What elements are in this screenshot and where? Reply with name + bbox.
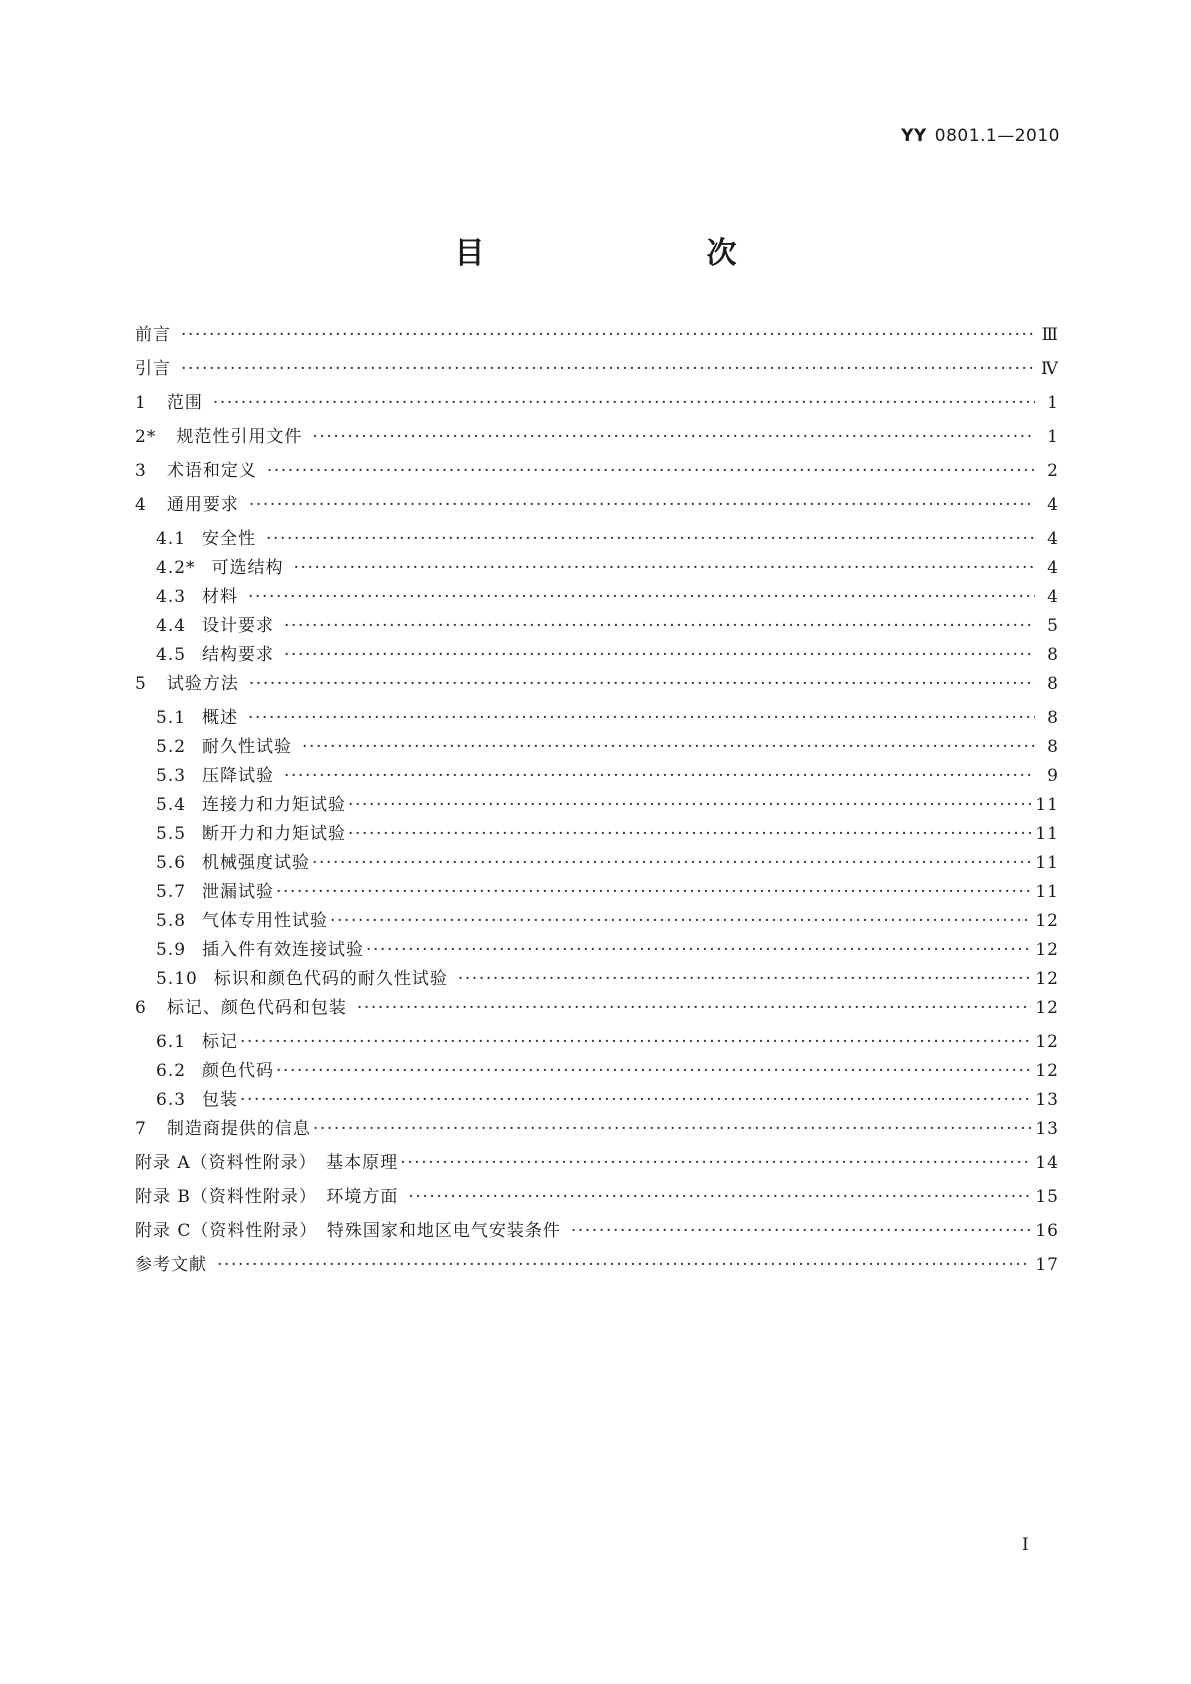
toc-entry-text: 附录 B（资料性附录） 环境方面 [135,1187,399,1207]
toc-entry-label [135,1216,561,1241]
leader-dots [266,529,1035,549]
toc-entry[interactable] [135,524,1059,553]
toc-entry[interactable] [135,388,1059,422]
toc-entry-text: 附录 A（资料性附录） 基本原理 [135,1153,399,1173]
toc-entry-text: 制造商提供的信息 [166,1119,311,1139]
toc-entry[interactable] [135,640,1059,669]
toc-entry-page: 12 [1035,969,1059,989]
toc-entry-text: 连接力和力矩试验 [202,795,347,815]
toc-entry-label [156,819,346,844]
toc-entry-page: 4 [1047,558,1059,578]
toc-entry[interactable] [135,1056,1059,1085]
toc-entry-number: 2* [135,427,157,447]
toc-entry-page: Ⅳ [1041,359,1059,379]
toc-entry-text: 参考文献 [135,1255,207,1275]
toc-entry-number: 4.1 [156,529,187,549]
toc-entry-number: 5.9 [156,940,187,960]
toc-entry-label [156,906,328,931]
toc-entry-label [156,1027,238,1052]
toc-entry[interactable] [135,1216,1059,1250]
toc-entry-text: 标记、颜色代码和包装 [166,998,347,1018]
leader-dots [312,427,1035,447]
toc-entry-label [135,1114,311,1139]
toc-entry-page: 16 [1035,1221,1059,1241]
leader-dots [357,998,1032,1018]
standard-number: 0801.1—2010 [934,126,1060,146]
toc-entry-number: 4 [135,495,147,515]
toc-entry-page: 8 [1047,737,1059,757]
toc-entry-label [156,640,274,665]
toc-entry-text: 颜色代码 [202,1061,275,1081]
toc-entry-label [135,1148,398,1173]
leader-dots [400,1153,1031,1173]
leader-dots [181,325,1035,345]
toc-entry-page: 9 [1047,766,1059,786]
toc-entry-text: 可选结构 [211,558,284,578]
toc-entry-text: 材料 [202,587,239,607]
leader-dots [348,795,1031,815]
leader-dots [313,1119,1032,1139]
toc-entry-page: 5 [1047,616,1059,636]
leader-dots [240,1032,1031,1052]
toc-entry-text: 机械强度试验 [202,853,311,873]
toc-entry-text: 概述 [202,708,239,728]
toc-entry[interactable] [135,354,1059,388]
toc-entry-page: 8 [1047,674,1059,694]
toc-entry-label [135,1182,398,1207]
toc-entry-page: 4 [1047,495,1059,515]
leader-dots [217,1255,1031,1275]
leader-dots [276,1061,1031,1081]
toc-entry-number: 4.2* [156,558,196,578]
toc-entry-label [156,732,292,757]
toc-entry[interactable] [135,320,1059,354]
toc-entry[interactable] [135,1114,1059,1148]
leader-dots [312,853,1031,873]
leader-dots [181,359,1035,379]
leader-dots [267,461,1035,481]
toc-entry-text: 耐久性试验 [202,737,293,757]
toc-entry-page: 11 [1035,882,1059,902]
toc-entry-page: 13 [1035,1119,1059,1139]
toc-entry[interactable] [135,611,1059,640]
page-number: I [1022,1535,1029,1555]
toc-title: 目 次 [454,236,791,271]
toc-entry-page: 8 [1047,645,1059,665]
leader-dots [284,645,1035,665]
toc-entry-text: 附录 C（资料性附录） 特殊国家和地区电气安装条件 [135,1221,561,1241]
leader-dots [240,1090,1031,1110]
toc-entry-label [135,422,302,447]
toc-entry[interactable] [135,582,1059,611]
toc-entry-text: 包装 [202,1090,239,1110]
toc-entry-text: 前言 [135,325,171,345]
leader-dots [284,766,1035,786]
standard-prefix: YY [901,126,927,146]
toc-entry-label [156,582,238,607]
toc-entry[interactable] [135,1085,1059,1114]
toc-entry[interactable] [135,819,1059,848]
toc-entry-label [156,790,346,815]
toc-entry[interactable] [135,964,1059,993]
toc-entry[interactable] [135,935,1059,964]
toc-entry-label [135,993,347,1018]
toc-entry-text: 泄漏试验 [202,882,275,902]
toc-entry-label [156,761,274,786]
leader-dots [330,911,1031,931]
toc-entry-label [135,456,257,481]
toc-entry-label [156,553,284,578]
toc-entry[interactable] [135,490,1059,524]
toc-entry-number: 5.10 [156,969,198,989]
toc-entry-number: 1 [135,393,147,413]
toc-entry-text: 插入件有效连接试验 [202,940,365,960]
toc-entry-text: 压降试验 [202,766,275,786]
toc-entry-page: 12 [1035,911,1059,931]
leader-dots [408,1187,1031,1207]
toc-entry-text: 规范性引用文件 [176,427,303,447]
toc-entry-number: 6.3 [156,1090,187,1110]
table-of-contents [135,320,1059,1284]
toc-entry-page: Ⅲ [1041,325,1059,345]
toc-entry[interactable] [135,906,1059,935]
toc-entry[interactable] [135,848,1059,877]
toc-entry-number: 5.5 [156,824,187,844]
toc-entry-number: 7 [135,1119,147,1139]
leader-dots [458,969,1032,989]
toc-entry-label [156,935,364,960]
toc-entry-label [135,1250,207,1275]
leader-dots [284,616,1035,636]
toc-entry-text: 断开力和力矩试验 [202,824,347,844]
toc-entry-label [135,320,171,345]
toc-entry[interactable] [135,732,1059,761]
toc-entry-label [135,669,239,694]
toc-entry[interactable] [135,1148,1059,1182]
toc-entry[interactable] [135,1182,1059,1216]
toc-entry-page: 11 [1035,795,1059,815]
toc-entry-text: 标识和颜色代码的耐久性试验 [213,969,448,989]
toc-entry-page: 13 [1035,1090,1059,1110]
toc-entry-number: 6.1 [156,1032,187,1052]
leader-dots [302,737,1035,757]
toc-entry-text: 气体专用性试验 [202,911,329,931]
toc-entry-text: 结构要求 [202,645,275,665]
toc-entry-number: 4.5 [156,645,187,665]
toc-entry-number: 6.2 [156,1061,187,1081]
toc-entry-number: 6 [135,998,147,1018]
toc-entry-number: 5 [135,674,147,694]
standard-code [901,126,1060,146]
toc-entry[interactable] [135,877,1059,906]
toc-entry-text: 范围 [166,393,203,413]
toc-entry-label [156,611,274,636]
toc-entry-page: 11 [1035,853,1059,873]
toc-entry-page: 12 [1035,1032,1059,1052]
toc-entry-text: 安全性 [202,529,257,549]
toc-entry-label [156,877,274,902]
toc-entry-page: 4 [1047,587,1059,607]
toc-entry-number: 4.4 [156,616,187,636]
toc-entry[interactable] [135,703,1059,732]
toc-entry[interactable] [135,456,1059,490]
leader-dots [249,674,1035,694]
toc-entry-text: 通用要求 [166,495,239,515]
toc-entry-label [156,848,310,873]
toc-entry-number: 3 [135,461,147,481]
leader-dots [348,824,1031,844]
toc-entry-number: 5.4 [156,795,187,815]
toc-entry-label [156,1056,274,1081]
toc-entry-page: 8 [1047,708,1059,728]
toc-entry[interactable] [135,422,1059,456]
leader-dots [248,708,1035,728]
toc-entry[interactable] [135,1250,1059,1284]
leader-dots [249,495,1035,515]
leader-dots [276,882,1031,902]
toc-entry-label [135,388,203,413]
toc-entry-number: 5.1 [156,708,187,728]
leader-dots [366,940,1031,960]
toc-entry-label [156,524,256,549]
toc-entry-page: 12 [1035,1061,1059,1081]
toc-entry-page: 11 [1035,824,1059,844]
toc-entry-number: 4.3 [156,587,187,607]
toc-entry-label [156,1085,238,1110]
toc-entry-number: 5.2 [156,737,187,757]
toc-entry-number: 5.7 [156,882,187,902]
toc-entry-page: 1 [1047,427,1059,447]
toc-entry[interactable] [135,761,1059,790]
toc-entry[interactable] [135,553,1059,582]
toc-entry-text: 引言 [135,359,171,379]
toc-entry-number: 5.6 [156,853,187,873]
toc-entry-page: 17 [1035,1255,1059,1275]
toc-entry-page: 14 [1035,1153,1059,1173]
toc-entry-label [156,703,238,728]
leader-dots [571,1221,1031,1241]
toc-entry-page: 4 [1047,529,1059,549]
toc-entry-number: 5.3 [156,766,187,786]
toc-entry-label [156,964,448,989]
toc-entry-text: 标记 [202,1032,239,1052]
toc-entry-page: 12 [1035,998,1059,1018]
toc-entry[interactable] [135,790,1059,819]
toc-entry[interactable] [135,669,1059,703]
toc-entry-page: 15 [1035,1187,1059,1207]
toc-entry-page: 12 [1035,940,1059,960]
toc-entry-text: 术语和定义 [166,461,257,481]
toc-entry[interactable] [135,993,1059,1027]
toc-entry[interactable] [135,1027,1059,1056]
toc-entry-text: 试验方法 [166,674,239,694]
toc-entry-text: 设计要求 [202,616,275,636]
toc-entry-number: 5.8 [156,911,187,931]
leader-dots [294,558,1035,578]
toc-entry-page: 1 [1047,393,1059,413]
toc-entry-label [135,490,239,515]
toc-entry-page: 2 [1047,461,1059,481]
leader-dots [213,393,1035,413]
toc-entry-label [135,354,171,379]
leader-dots [248,587,1035,607]
